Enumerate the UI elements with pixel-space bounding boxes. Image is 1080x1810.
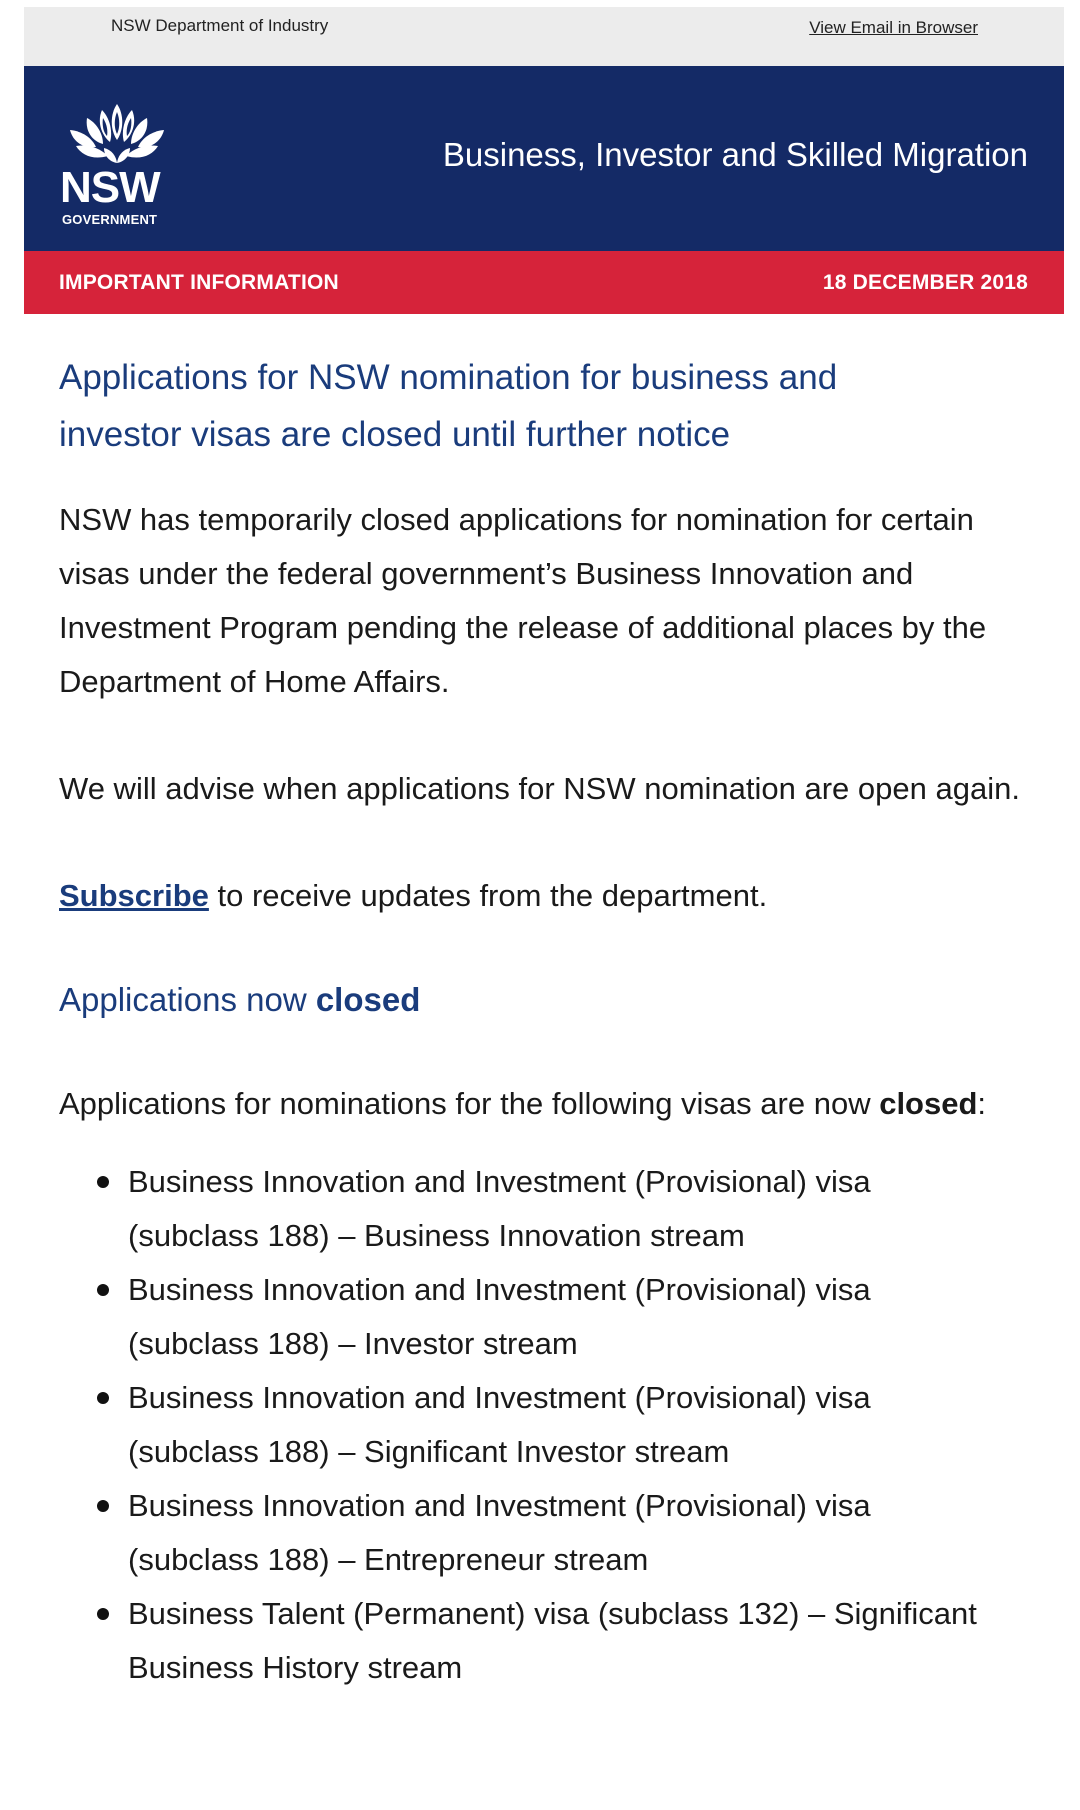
list-item (59, 1587, 1008, 1695)
important-information-bar (24, 251, 1064, 314)
article-headline: Applications for NSW nomination for business and investor visas are closed until further notice (59, 358, 838, 454)
email-body (59, 349, 1039, 1695)
department-name: NSW Department of Industry (111, 16, 329, 35)
section-heading (59, 973, 1039, 1027)
waratah-flower-icon (58, 100, 176, 166)
important-label: IMPORTANT INFORMATION (59, 271, 339, 294)
visa-item-text: Business Talent (Permanent) visa (subclass 132) – Significant Business History stream (128, 1596, 977, 1685)
visa-item-text: Business Innovation and Investment (Provisional) visa (subclass 188) – Significant Investor stream (128, 1380, 871, 1469)
list-item (59, 1371, 1008, 1479)
bullet-icon (97, 1284, 109, 1296)
issue-date: 18 DECEMBER 2018 (822, 271, 1028, 294)
subscribe-text: to receive updates from the department. (208, 878, 768, 913)
closed-visas-intro-colon: : (977, 1086, 987, 1121)
subscribe-paragraph (59, 869, 1039, 923)
subscribe-link[interactable]: Subscribe (59, 878, 209, 913)
closed-visa-list (59, 1155, 1039, 1695)
section-heading-bold: closed (315, 981, 421, 1018)
closed-visas-intro (59, 1077, 1019, 1131)
email-container (24, 7, 1064, 314)
view-in-browser-link[interactable]: View Email in Browser (809, 18, 978, 37)
list-item (59, 1155, 1008, 1263)
bullet-icon (97, 1500, 109, 1512)
visa-item-text: Business Innovation and Investment (Provisional) visa (subclass 188) – Entrepreneur stream (128, 1488, 871, 1577)
header-banner (24, 66, 1064, 251)
list-item (59, 1263, 1008, 1371)
bullet-icon (97, 1608, 109, 1620)
list-item (59, 1479, 1008, 1587)
program-title: Business, Investor and Skilled Migration (442, 136, 1028, 173)
advise-paragraph: We will advise when applications for NSW nomination are open again. (59, 771, 1020, 806)
visa-item-text: Business Innovation and Investment (Provisional) visa (subclass 188) – Investor stream (128, 1272, 871, 1361)
closed-visas-intro-bold: closed (879, 1086, 978, 1121)
bullet-icon (97, 1176, 109, 1188)
nsw-government-logo (58, 100, 178, 230)
bullet-icon (97, 1392, 109, 1404)
government-wordmark: GOVERNMENT (62, 212, 158, 227)
intro-paragraph: NSW has temporarily closed applications for nomination for certain visas under the federal government’s Business Innovation and Investment Program pending the release of additional places by the Department of Home Affairs. (59, 502, 987, 699)
section-heading-prefix: Applications now (59, 981, 316, 1018)
nsw-wordmark: NSW (60, 163, 160, 212)
email-top-bar (24, 7, 1064, 66)
visa-item-text: Business Innovation and Investment (Provisional) visa (subclass 188) – Business Innovation stream (128, 1164, 871, 1253)
closed-visas-intro-text: Applications for nominations for the following visas are now (59, 1086, 880, 1121)
